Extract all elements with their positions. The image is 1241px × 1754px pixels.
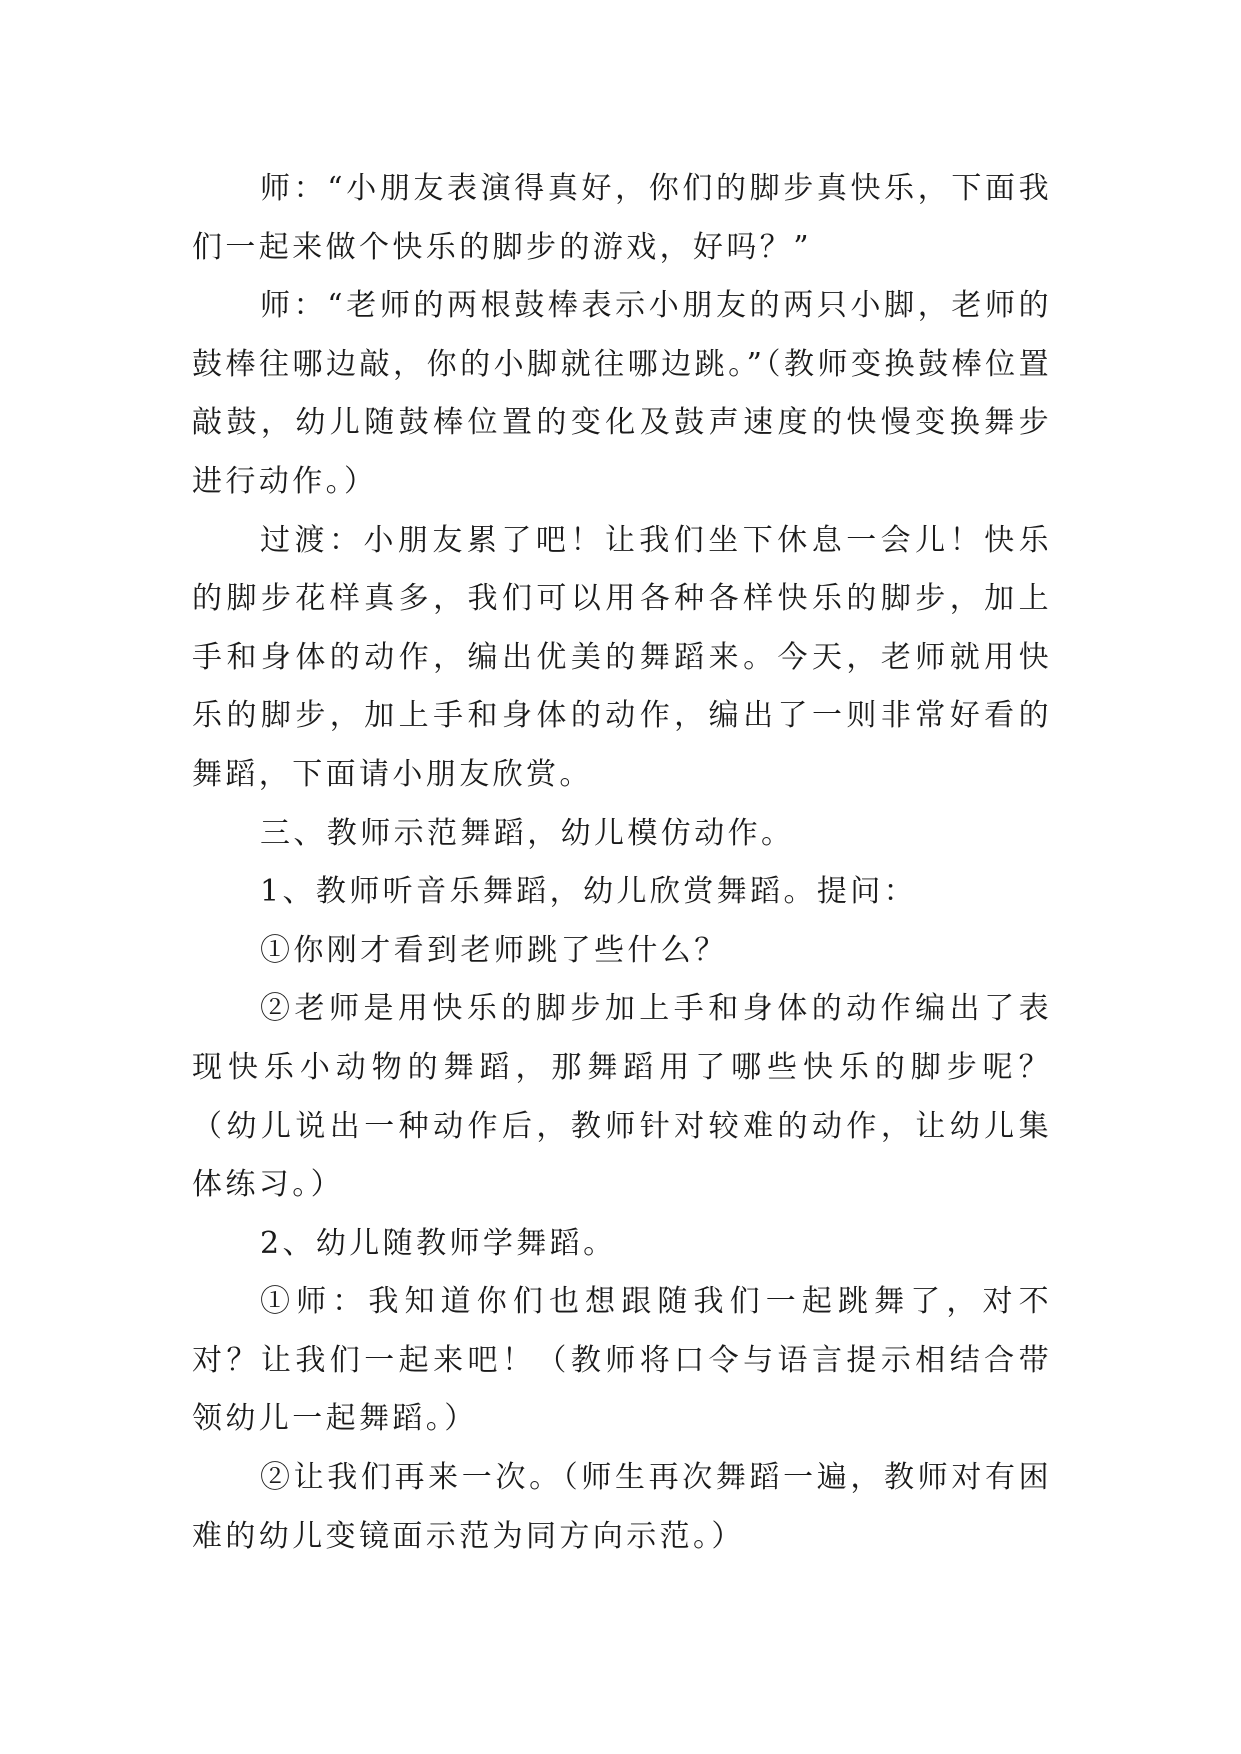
step-2-item-2: ②让我们再来一次。（师生再次舞蹈一遍，教师对有困难的幼儿变镜面示范为同方向示范。） — [192, 1460, 1052, 1554]
question-2: ②老师是用快乐的脚步加上手和身体的动作编出了表现快乐小动物的舞蹈，那舞蹈用了哪些快乐的脚步呢？（幼儿说出一种动作后，教师针对较难的动作，让幼儿集体练习。） — [192, 991, 1052, 1203]
question-1: ①你刚才看到老师跳了些什么？ — [260, 932, 728, 968]
step-1-heading: 1、教师听音乐舞蹈，幼儿欣赏舞蹈。提问： — [260, 874, 918, 910]
paragraph-transition: 过渡：小朋友累了吧！让我们坐下休息一会儿！快乐的脚步花样真多，我们可以用各种各样快乐的脚步，加上手和身体的动作，编出优美的舞蹈来。今天，老师就用快乐的脚步，加上手和身体的动作，编出了一则非常好看的舞蹈，下面请小朋友欣赏。 — [192, 522, 1052, 792]
section-heading-3: 三、教师示范舞蹈，幼儿模仿动作。 — [260, 815, 795, 851]
paragraph-teacher-game-intro: 师：“小朋友表演得真好，你们的脚步真快乐，下面我们一起来做个快乐的脚步的游戏，好吗？” — [192, 171, 1052, 265]
document-body — [192, 160, 1052, 1566]
paragraph-drumstick-game: 师：“老师的两根鼓棒表示小朋友的两只小脚，老师的鼓棒往哪边敲，你的小脚就往哪边跳。”（教师变换鼓棒位置敲鼓，幼儿随鼓棒位置的变化及鼓声速度的快慢变换舞步进行动作。） — [192, 288, 1052, 499]
step-2-heading: 2、幼儿随教师学舞蹈。 — [260, 1225, 617, 1261]
step-2-item-1: ①师：我知道你们也想跟随我们一起跳舞了，对不对？让我们一起来吧！（教师将口令与语言提示相结合带领幼儿一起舞蹈。） — [192, 1284, 1052, 1437]
